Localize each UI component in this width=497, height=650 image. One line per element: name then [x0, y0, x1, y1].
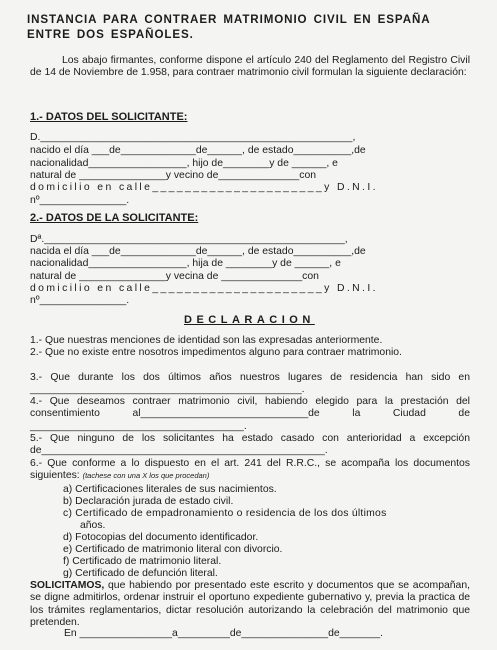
declaracion-item: 5.- Que ninguno de los solicitantes ha estado casado con anterioridad a excepción de_________________________________________________. — [30, 433, 470, 457]
declaracion-item: 3.- Que durante los dos últimos años nuestros lugares de residencia han sido en _______________________________________________. — [30, 372, 470, 396]
form-line: nº_______________. — [30, 295, 130, 306]
form-line: Dª.____________________________________________________, — [30, 234, 348, 245]
form-line: nacido el día ___de_____________de______, de estado__________,de — [30, 145, 366, 156]
declaracion-item-text: 6.- Que conforme a lo dispuesto en el art. 241 del R.R.C., se acompaña los documentos siguientes: — [30, 458, 470, 482]
declaracion-heading: DECLARACION — [184, 314, 315, 326]
document-title: INSTANCIA PARA CONTRAER MATRIMONIO CIVIL EN ESPAÑA ENTRE DOS ESPAÑOLES. — [27, 13, 431, 41]
document-item: d) Fotocopias del documento identificador. — [63, 532, 259, 543]
section2-heading: 2.- DATOS DE LA SOLICITANTE: — [30, 212, 199, 224]
instruction-note: (tachese con una X los que procedan) — [82, 471, 210, 481]
declaracion-item: 4.- Que deseamos contraer matrimonio civil, habiendo elegido para la prestación del consentimiento al_____________________________de la Ciudad de _____________________________________. — [30, 396, 470, 432]
form-line: nº_______________. — [30, 195, 130, 206]
document-item: c) Certificado de empadronamiento o residencia de los dos últimos — [63, 508, 387, 519]
form-line: natural de _______________y vecina de ______________con — [30, 271, 319, 282]
document-item: b) Declaración jurada de estado civil. — [63, 496, 234, 507]
form-line: domicilio en calle_____________________y D.N.I. — [30, 283, 378, 294]
form-line: nacionalidad_________________, hija de ________y de ______, e — [30, 258, 341, 269]
section1-heading: 1.- DATOS DEL SOLICITANTE: — [30, 111, 188, 123]
document-item: a) Certificaciones literales de sus nacimientos. — [63, 484, 277, 495]
declaracion-item: 1.- Que nuestras menciones de identidad son las expresadas anteriormente. — [30, 335, 383, 346]
form-line: D.______________________________________________________, — [30, 132, 356, 143]
solicitamos-label: SOLICITAMOS, — [30, 580, 105, 591]
form-line: nacionalidad_________________, hijo de________y de ______, e — [30, 158, 338, 169]
form-line: domicilio en calle_____________________y D.N.I. — [30, 182, 378, 193]
declaracion-item — [30, 458, 470, 483]
document-item: años. — [80, 520, 106, 531]
form-line: nacida el día ___de_____________de______, de estado__________,de — [30, 246, 366, 257]
closing-line: En ________________a_________de_______________de_______. — [64, 628, 383, 639]
document-item: f) Certificado de matrimonio literal. — [63, 556, 222, 567]
document-item: e) Certificado de matrimonio literal con divorcio. — [63, 544, 283, 555]
solicitamos-paragraph — [30, 580, 470, 629]
solicitamos-text: que habiendo por presentado este escrito y documentos que se acompañan, se digne admitirlos, ordenar instruir el oportuno expediente gubernativo y, previa la practica de los trámites reglamentarios, dictar resolución autorizando la celebración del matrimonio que pretenden. — [30, 580, 470, 628]
form-line: natural de _______________y vecino de______________con — [30, 170, 317, 181]
document-item: g) Certificado de defunción literal. — [63, 568, 218, 579]
declaracion-item: 2.- Que no existe entre nosotros impedimentos alguno para contraer matrimonio. — [30, 347, 402, 358]
intro-paragraph: Los abajo firmantes, conforme dispone el artículo 240 del Reglamento del Registro Civil de 14 de Noviembre de 1.958, para contraer matrimonio civil formulan la siguiente declaración: — [30, 55, 470, 79]
